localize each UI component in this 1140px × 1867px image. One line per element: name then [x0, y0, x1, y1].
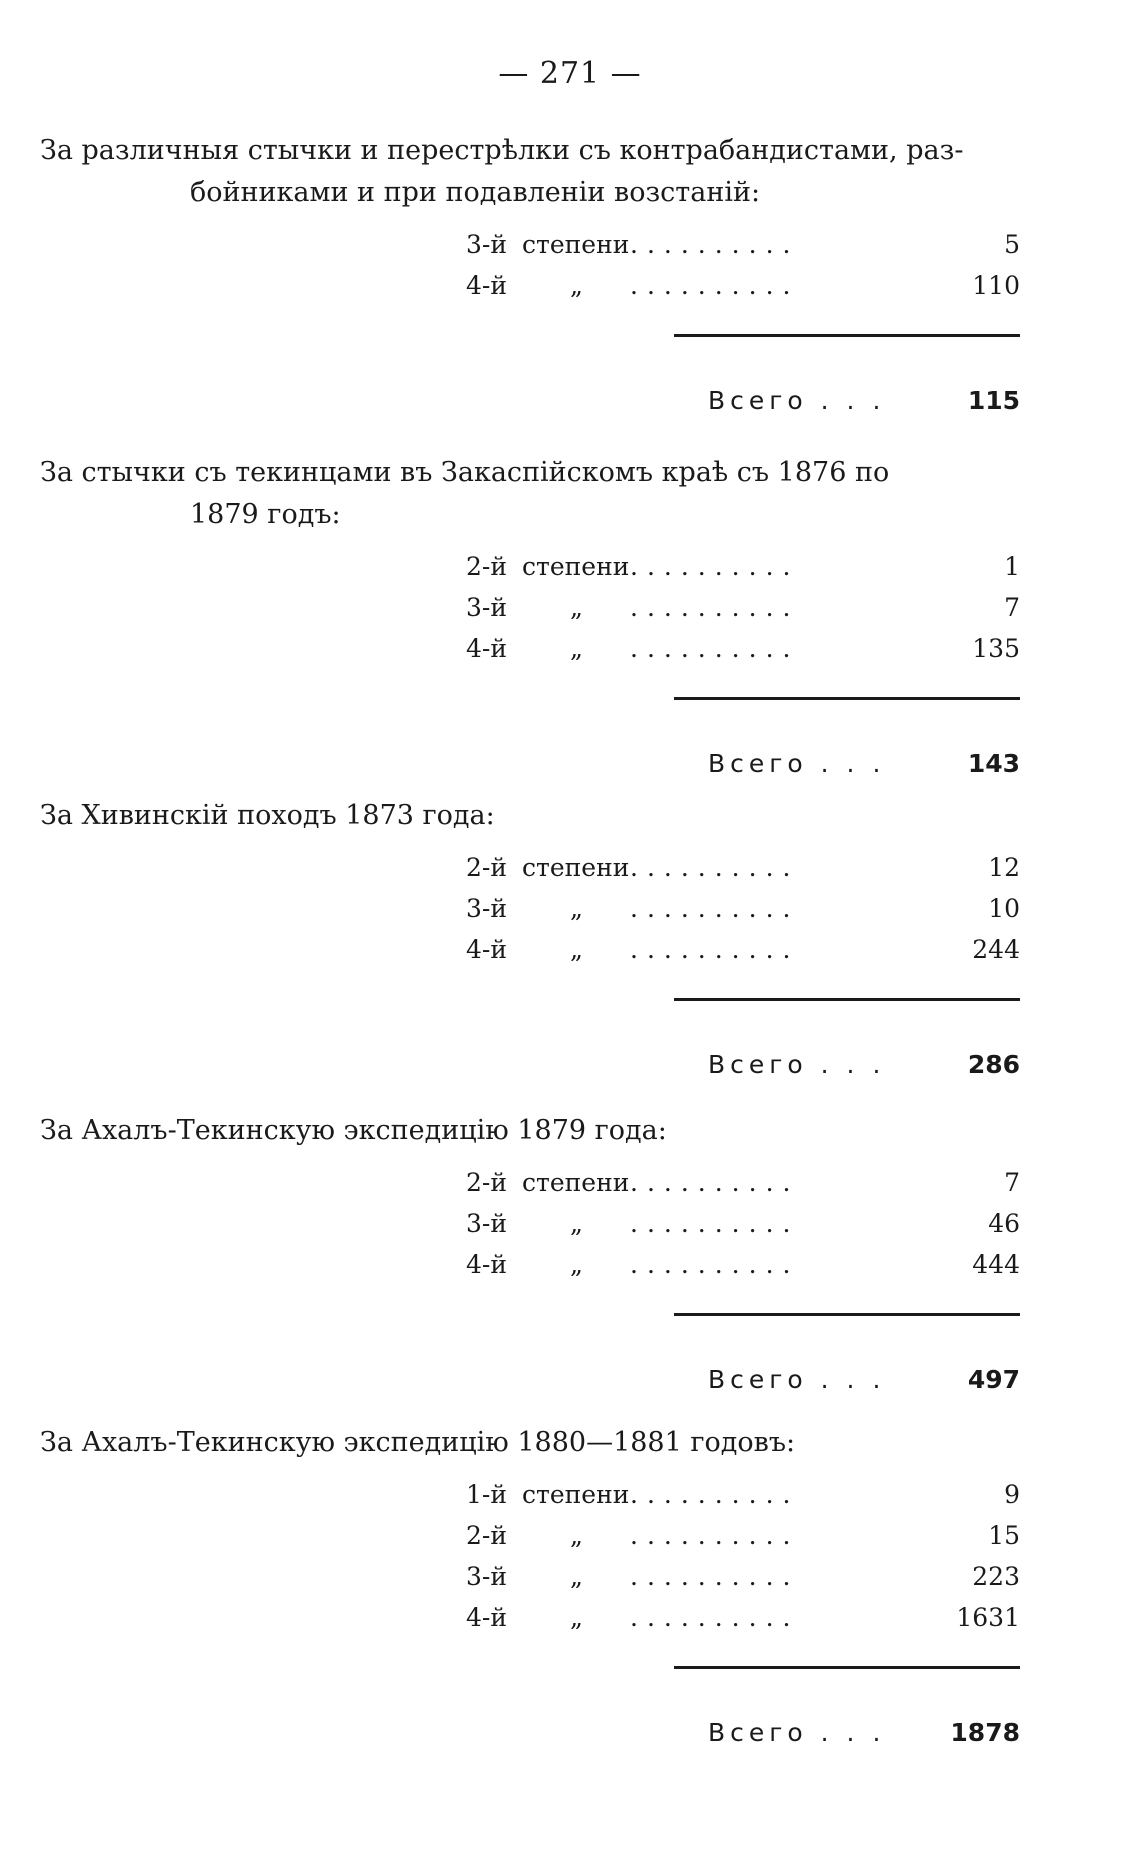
tally-row [40, 628, 1020, 669]
degree-label: 3-й [466, 1209, 508, 1238]
row-value: 12 [988, 853, 1020, 882]
ditto-mark: „ [570, 1603, 583, 1632]
row-value: 244 [972, 935, 1020, 964]
ditto-mark: „ [570, 1521, 583, 1550]
total-label: Всего . . . [708, 386, 886, 415]
total-label: Всего . . . [708, 1718, 886, 1747]
tally-row [40, 265, 1020, 306]
ditto-mark: „ [570, 271, 583, 300]
leader-dots: .......... [630, 935, 800, 964]
tally-row [40, 888, 1020, 929]
ditto-mark: „ [570, 593, 583, 622]
ditto-mark: „ [570, 1562, 583, 1591]
row-value: 110 [972, 271, 1020, 300]
heading-line: За стычки съ текинцами въ Закаспійскомъ краѣ съ 1876 по [40, 457, 890, 488]
ditto-mark: „ [570, 1250, 583, 1279]
row-value: 9 [1004, 1480, 1020, 1509]
degree-label: 4-й [466, 1603, 508, 1632]
degree-label: 2-й [466, 1521, 508, 1550]
total-row [40, 1045, 1020, 1085]
row-value: 1631 [956, 1603, 1020, 1632]
degree-label: 3-й [466, 1562, 508, 1591]
degree-label: 2-й [466, 1168, 508, 1197]
leader-dots: .......... [630, 894, 800, 923]
heading-line: бойниками и при подавленіи возстаній: [190, 177, 761, 208]
degree-label: 2-й [466, 552, 508, 581]
sum-rule [674, 1666, 1020, 1669]
degree-word: степени [522, 1168, 630, 1197]
ditto-mark: „ [570, 1209, 583, 1238]
degree-label: 3-й [466, 230, 508, 259]
leader-dots: .......... [630, 1521, 800, 1550]
total-label: Всего . . . [708, 1050, 886, 1079]
row-value: 135 [972, 634, 1020, 663]
sum-rule [674, 1313, 1020, 1316]
degree-label: 4-й [466, 935, 508, 964]
leader-dots: .......... [630, 593, 800, 622]
heading-line: За Ахалъ-Текинскую экспедицію 1879 года: [40, 1115, 667, 1146]
leader-dots: .......... [630, 1562, 800, 1591]
tally-row [40, 1474, 1020, 1515]
page-number: — 271 — [498, 56, 642, 91]
degree-word: степени [522, 853, 630, 882]
total-label: Всего . . . [708, 749, 886, 778]
leader-dots: .......... [630, 1603, 800, 1632]
heading-line: 1879 годъ: [190, 499, 341, 530]
degree-label: 1-й [466, 1480, 508, 1509]
total-value: 115 [967, 386, 1020, 415]
heading-line: За Ахалъ-Текинскую экспедицію 1880—1881 годовъ: [40, 1427, 796, 1458]
row-value: 7 [1004, 1168, 1020, 1197]
row-value: 7 [1004, 593, 1020, 622]
tally-row [40, 1162, 1020, 1203]
section-heading [40, 130, 1020, 214]
ditto-mark: „ [570, 634, 583, 663]
leader-dots: .......... [630, 552, 800, 581]
row-value: 10 [988, 894, 1020, 923]
sum-rule [674, 334, 1020, 337]
tally-row [40, 224, 1020, 265]
total-value: 143 [967, 749, 1020, 778]
section [40, 130, 1020, 415]
section-heading [40, 795, 1020, 837]
total-value: 1878 [950, 1718, 1020, 1747]
sum-rule [674, 697, 1020, 700]
ditto-mark: „ [570, 935, 583, 964]
tally-row [40, 1203, 1020, 1244]
row-value: 223 [972, 1562, 1020, 1591]
section [40, 1422, 1020, 1747]
heading-line: За Хивинскій походъ 1873 года: [40, 800, 495, 831]
leader-dots: .......... [630, 1168, 800, 1197]
leader-dots: .......... [630, 853, 800, 882]
degree-word: степени [522, 1480, 630, 1509]
degree-label: 4-й [466, 271, 508, 300]
total-label: Всего . . . [708, 1365, 886, 1394]
total-row [40, 381, 1020, 421]
degree-label: 4-й [466, 1250, 508, 1279]
section [40, 1110, 1020, 1394]
leader-dots: .......... [630, 1480, 800, 1509]
row-value: 46 [988, 1209, 1020, 1238]
row-value: 15 [988, 1521, 1020, 1550]
leader-dots: .......... [630, 634, 800, 663]
section-heading [40, 452, 1020, 536]
row-value: 444 [972, 1250, 1020, 1279]
leader-dots: .......... [630, 1250, 800, 1279]
row-value: 1 [1004, 552, 1020, 581]
tally-row [40, 1597, 1020, 1638]
sum-rule [674, 998, 1020, 1001]
section [40, 795, 1020, 1079]
total-row [40, 1360, 1020, 1400]
section-heading [40, 1422, 1020, 1464]
tally-row [40, 1515, 1020, 1556]
section-heading [40, 1110, 1020, 1152]
row-value: 5 [1004, 230, 1020, 259]
tally-row [40, 546, 1020, 587]
degree-label: 2-й [466, 853, 508, 882]
leader-dots: .......... [630, 230, 800, 259]
tally-row [40, 847, 1020, 888]
section [40, 452, 1020, 778]
degree-word: степени [522, 230, 630, 259]
leader-dots: .......... [630, 1209, 800, 1238]
tally-row [40, 929, 1020, 970]
total-row [40, 744, 1020, 784]
total-row [40, 1713, 1020, 1753]
ditto-mark: „ [570, 894, 583, 923]
total-value: 286 [967, 1050, 1020, 1079]
tally-row [40, 1556, 1020, 1597]
leader-dots: .......... [630, 271, 800, 300]
tally-row [40, 1244, 1020, 1285]
degree-label: 3-й [466, 894, 508, 923]
total-value: 497 [967, 1365, 1020, 1394]
degree-label: 4-й [466, 634, 508, 663]
degree-label: 3-й [466, 593, 508, 622]
degree-word: степени [522, 552, 630, 581]
tally-row [40, 587, 1020, 628]
heading-line: За различныя стычки и перестрѣлки съ контрабандистами, раз- [40, 135, 964, 166]
